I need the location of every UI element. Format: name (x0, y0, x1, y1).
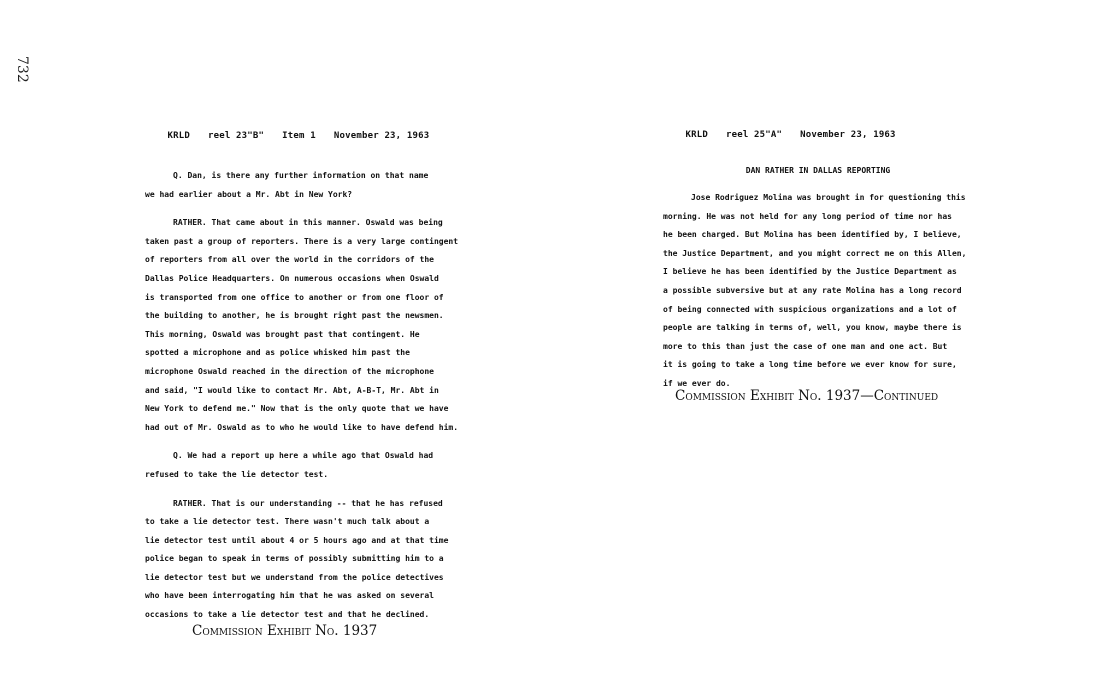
left-station: KRLD (167, 131, 190, 141)
left-paragraph-3: Q. We had a report up here a while ago that Oswald had refused to take the lie detector test. (145, 451, 434, 479)
right-reel: reel 25"A" (725, 130, 783, 140)
page-number: 732 (14, 56, 30, 83)
left-exhibit-caption: Commission Exhibit No. 1937 (192, 623, 378, 639)
left-item: Item 1 (282, 131, 316, 141)
left-date: November 23, 1963 (333, 131, 430, 141)
left-paragraph-4: RATHER. That is our understanding -- that he has refused to take a lie detector test. There wasn't much talk about a lie detector test until about 4 or 5 hours ago and at that time police began to speak in terms of possibly submitting him to a lie detector test but we understand from the police detectives who have been interrogating him that he was asked on several occasions to take a lie detector test and that he declined. (145, 498, 449, 620)
left-transcript (145, 115, 485, 635)
right-transcript (663, 114, 973, 404)
right-station: KRLD (685, 130, 708, 140)
left-reel: reel 23"B" (207, 131, 265, 141)
right-header (663, 120, 973, 150)
right-exhibit-caption: Commission Exhibit No. 1937—Continued (675, 388, 939, 404)
left-paragraph-2: RATHER. That came about in this manner. Oswald was being taken past a group of reporters. There is a very large contingent of reporters from all over the world in the corridors of the Dallas Police Headquarters. On numerous occasions when Oswald is transported from one office to another or from one floor of the building to another, he is brought right past the newsmen. This morning, Oswald was brought past that contingent. He spotted a microphone and as police whisked him past the microphone Oswald reached in the direction of the microphone and said, "I would like to contact Mr. Abt, A-B-T, Mr. Abt in New York to defend me." Now that is the only quote that we have had out of Mr. Oswald as to who he would like to have defend him. (145, 218, 459, 432)
right-date: November 23, 1963 (800, 130, 896, 140)
right-paragraph-1: Jose Rodriguez Molina was brought in for questioning this morning. He was not held for any long period of time nor has he been charged. But Molina has been identified by, I believe, the Justice Department, and you might correct me on this Allen, I believe he has been identified by the Justice Department as a possible subversive but at any rate Molina has a long record of being connected with suspicious organizations and a lot of people are talking in terms of, well, you know, maybe there is more to this than just the case of one man and one act. But it is going to take a long time before we ever know for sure, if we ever do. (663, 193, 967, 388)
right-title: DAN RATHER IN DALLAS REPORTING (745, 166, 891, 175)
left-header (145, 121, 485, 151)
left-paragraph-1: Q. Dan, is there any further information on that name we had earlier about a Mr. Abt in New York? (145, 171, 429, 199)
